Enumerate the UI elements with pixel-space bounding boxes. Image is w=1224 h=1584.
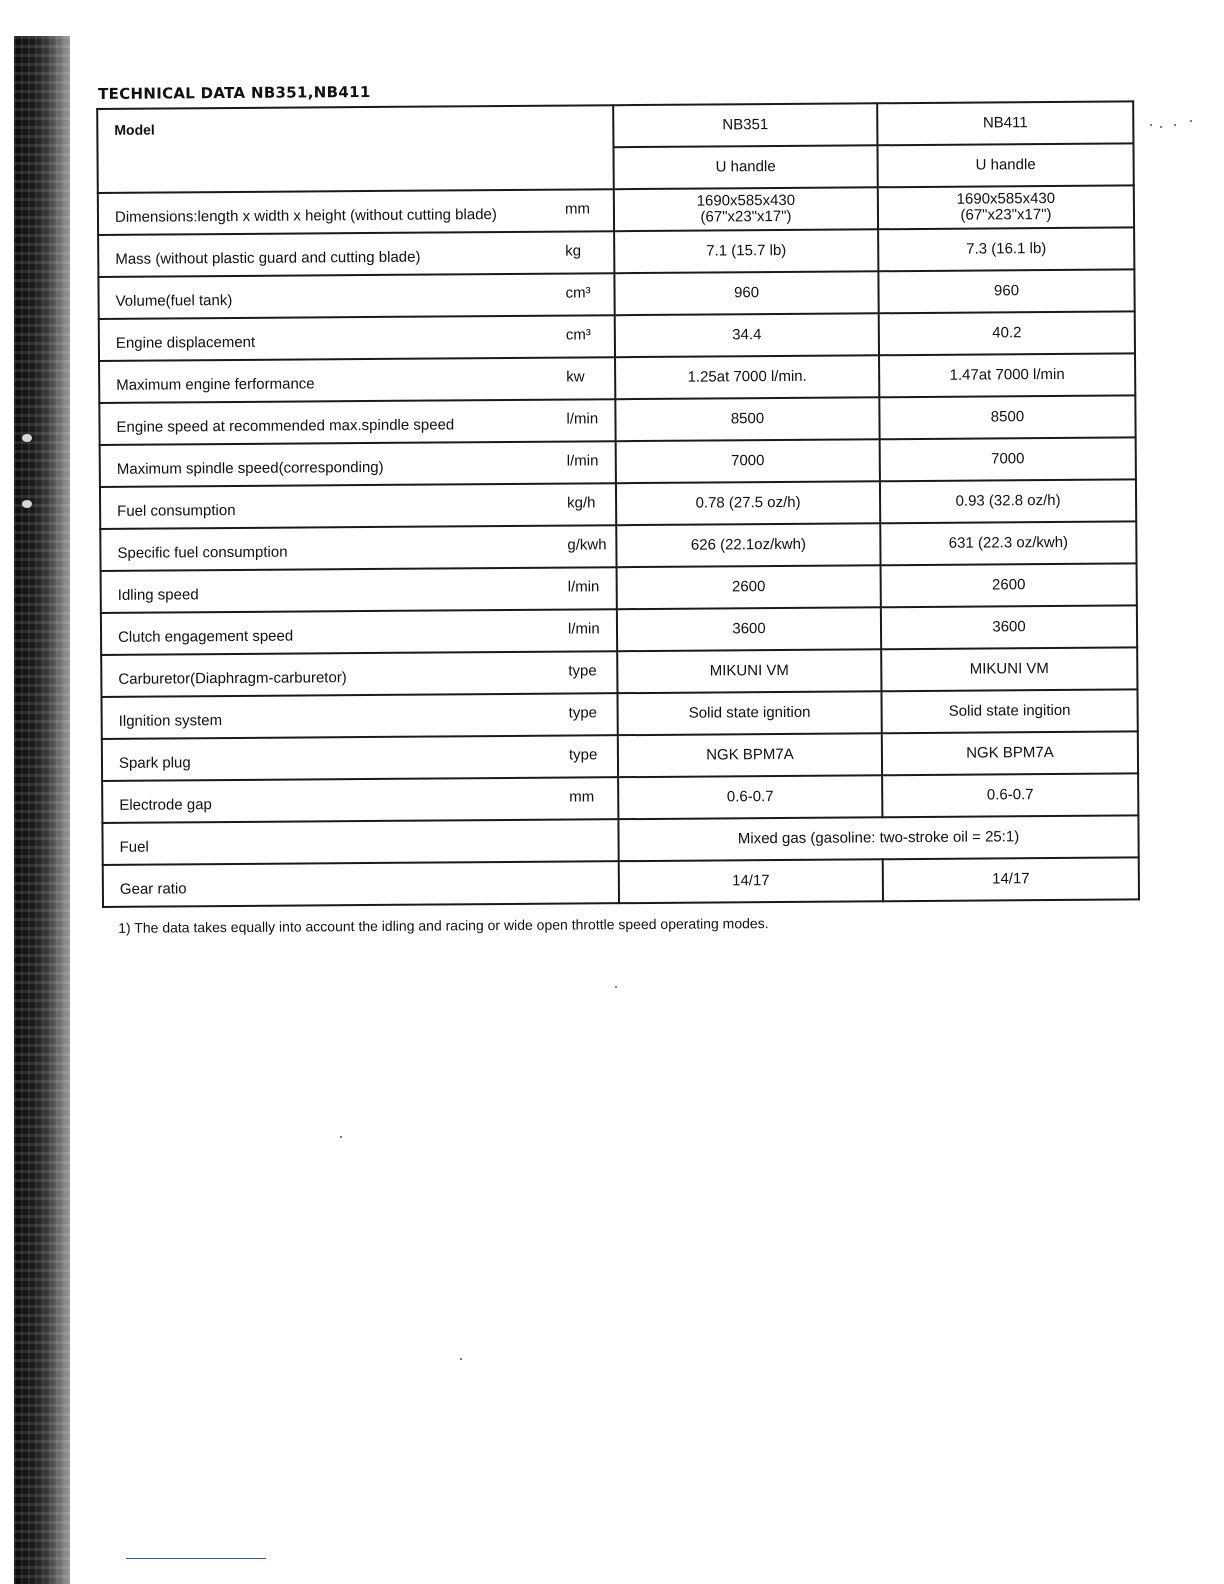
handle-nb351-cell: U handle bbox=[613, 145, 877, 189]
row-label-cell bbox=[99, 315, 615, 361]
nb411-value: 960 bbox=[878, 269, 1134, 313]
row-label-cell bbox=[102, 777, 618, 823]
bottom-rule bbox=[126, 1558, 266, 1559]
row-unit: l/min bbox=[567, 620, 600, 638]
nb351-value: 1.25at 7000 l/min. bbox=[615, 355, 879, 399]
row-label: Fuel bbox=[119, 838, 149, 856]
value-line: (67"x23"x17") bbox=[960, 205, 1052, 224]
technical-data-table bbox=[96, 100, 1140, 908]
nb411-value: 1.47at 7000 l/min bbox=[879, 353, 1135, 397]
row-label: Mass (without plastic guard and cutting blade) bbox=[115, 248, 421, 268]
nb351-value: 2600 bbox=[617, 565, 881, 609]
row-label: Ilgnition system bbox=[118, 712, 223, 730]
nb351-value: NGK BPM7A bbox=[618, 733, 882, 777]
row-unit: mm bbox=[569, 788, 595, 806]
row-unit: mm bbox=[564, 200, 590, 218]
nb411-value: 2600 bbox=[881, 563, 1137, 607]
row-label-cell bbox=[99, 357, 615, 403]
row-label-cell bbox=[100, 525, 616, 571]
row-unit: kw bbox=[566, 368, 585, 386]
page-title: TECHNICAL DATA NB351,NB411 bbox=[98, 82, 371, 103]
row-label: Volume(fuel tank) bbox=[115, 292, 233, 310]
nb411-value: 0.6-0.7 bbox=[882, 773, 1138, 817]
row-label-cell bbox=[99, 399, 615, 445]
nb351-value: 626 (22.1oz/kwh) bbox=[616, 523, 880, 567]
row-unit: kg/h bbox=[567, 494, 596, 512]
nb411-value: Solid state ingition bbox=[881, 689, 1137, 733]
model-nb411-header: NB411 bbox=[877, 101, 1133, 145]
value-line: (67"x23"x17") bbox=[700, 207, 792, 226]
scanner-edge-strip bbox=[14, 36, 70, 1584]
nb411-value: 0.93 (32.8 oz/h) bbox=[880, 479, 1136, 523]
row-label-cell bbox=[101, 567, 617, 613]
nb411-value: 631 (22.3 oz/kwh) bbox=[880, 521, 1136, 565]
row-unit: l/min bbox=[566, 452, 599, 470]
value-line: 1690x585x430 bbox=[696, 191, 796, 210]
row-label-cell bbox=[100, 483, 616, 529]
scan-artifact bbox=[22, 434, 32, 442]
row-label: Gear ratio bbox=[119, 880, 187, 898]
row-label-cell bbox=[102, 819, 618, 865]
scan-speck bbox=[340, 1136, 342, 1138]
row-label: Clutch engagement speed bbox=[117, 627, 294, 646]
nb351-value: 960 bbox=[614, 271, 878, 315]
scan-speck bbox=[1174, 124, 1176, 126]
row-label-cell bbox=[101, 651, 617, 697]
value-line: 1690x585x430 bbox=[956, 189, 1056, 208]
row-label: Dimensions:length x width x height (without cutting blade) bbox=[114, 206, 497, 226]
nb351-value: 8500 bbox=[615, 397, 879, 441]
nb351-value: 14/17 bbox=[619, 859, 883, 903]
row-unit: type bbox=[568, 704, 598, 722]
row-unit: type bbox=[568, 746, 598, 764]
table-row bbox=[103, 857, 1139, 907]
nb351-value: 3600 bbox=[617, 607, 881, 651]
nb351-value: 0.6-0.7 bbox=[618, 775, 882, 819]
row-label-cell bbox=[103, 861, 619, 907]
fuel-mix-value: Mixed gas (gasoline: two-stroke oil = 25:1) bbox=[618, 815, 1138, 861]
row-label-cell bbox=[102, 735, 618, 781]
row-label: Maximum spindle speed(corresponding) bbox=[116, 458, 384, 478]
nb351-value: 34.4 bbox=[615, 313, 879, 357]
scan-artifact bbox=[22, 500, 32, 508]
row-unit: cm³ bbox=[565, 284, 591, 302]
nb411-value: MIKUNI VM bbox=[881, 647, 1137, 691]
row-label: Idling speed bbox=[117, 586, 199, 604]
row-label-cell bbox=[98, 273, 614, 319]
footnote: 1) The data takes equally into account the idling and racing or wide open throttle speed operating modes. bbox=[118, 915, 769, 936]
row-unit: cm³ bbox=[565, 326, 591, 344]
scan-speck bbox=[1190, 120, 1192, 122]
row-label: Carburetor(Diaphragm-carburetor) bbox=[118, 669, 347, 688]
row-label: Engine displacement bbox=[115, 333, 256, 352]
row-label: Specific fuel consumption bbox=[117, 543, 288, 562]
nb411-value: 3600 bbox=[881, 605, 1137, 649]
handle-nb411-cell: U handle bbox=[877, 143, 1133, 187]
model-nb351-header: NB351 bbox=[613, 103, 877, 147]
model-header-cell: Model bbox=[97, 105, 614, 193]
nb411-value: 40.2 bbox=[879, 311, 1135, 355]
nb411-value: 8500 bbox=[879, 395, 1135, 439]
nb411-value bbox=[878, 185, 1134, 229]
nb351-value: MIKUNI VM bbox=[617, 649, 881, 693]
row-label-cell bbox=[101, 609, 617, 655]
row-label-cell bbox=[98, 231, 614, 277]
document-page bbox=[96, 76, 1162, 936]
scan-speck bbox=[1150, 124, 1152, 126]
nb351-value bbox=[614, 187, 878, 231]
nb411-value: 7.3 (16.1 lb) bbox=[878, 227, 1134, 271]
row-label: Fuel consumption bbox=[117, 501, 236, 520]
row-label: Spark plug bbox=[118, 754, 191, 772]
row-label: Engine speed at recommended max.spindle speed bbox=[116, 416, 455, 436]
row-label: Electrode gap bbox=[119, 796, 212, 814]
row-unit: l/min bbox=[567, 578, 600, 596]
row-label-cell bbox=[98, 189, 614, 235]
row-label-cell bbox=[101, 693, 617, 739]
nb351-value: 7000 bbox=[616, 439, 880, 483]
scan-speck bbox=[460, 1358, 462, 1360]
nb411-value: 7000 bbox=[880, 437, 1136, 481]
row-unit: l/min bbox=[566, 410, 599, 428]
scan-speck bbox=[1160, 126, 1162, 128]
row-unit: g/kwh bbox=[567, 536, 607, 554]
nb351-value: 0.78 (27.5 oz/h) bbox=[616, 481, 880, 525]
nb351-value: 7.1 (15.7 lb) bbox=[614, 229, 878, 273]
row-label-cell bbox=[100, 441, 616, 487]
scan-speck bbox=[615, 986, 617, 988]
nb351-value: Solid state ignition bbox=[617, 691, 881, 735]
nb411-value: NGK BPM7A bbox=[882, 731, 1138, 775]
row-unit: type bbox=[568, 662, 597, 680]
nb411-value: 14/17 bbox=[883, 857, 1139, 901]
row-label: Maximum engine ferformance bbox=[116, 375, 315, 394]
row-unit: kg bbox=[565, 242, 582, 260]
